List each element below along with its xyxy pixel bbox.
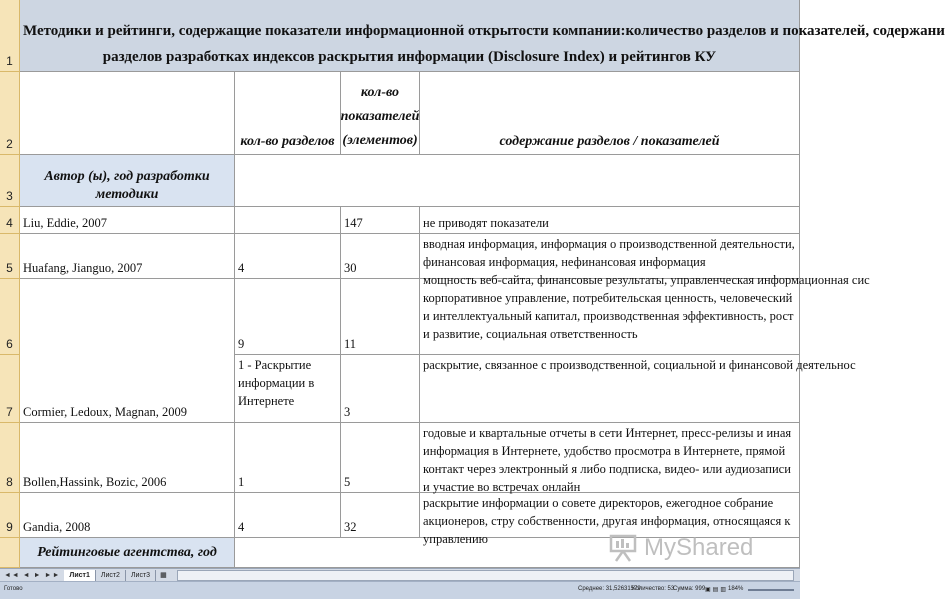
row7-sections[interactable]: [235, 355, 341, 423]
row9-author-text: Gandia, 2008: [23, 520, 91, 534]
myshared-watermark: [608, 534, 753, 562]
status-zoom[interactable]: 184%: [728, 586, 744, 592]
header-author[interactable]: [20, 155, 235, 207]
row7-author-text: Cormier, Ledoux, Magnan, 2009: [23, 405, 188, 419]
watermark-text: MyShared: [644, 534, 754, 561]
row6-indicators-text: 11: [344, 337, 357, 351]
row9-sections-text: 4: [238, 520, 245, 534]
row5-author[interactable]: [20, 234, 235, 279]
new-sheet-icon[interactable]: ▦: [160, 572, 167, 579]
sheet-tab-1[interactable]: Лист1: [64, 570, 95, 581]
row-header-9[interactable]: 9: [0, 493, 20, 538]
row6-sections-text: 9: [238, 337, 245, 351]
row4-content-text: не приводят показатели: [423, 216, 549, 230]
row4-indicators-text: 147: [344, 216, 363, 230]
row6-indicators[interactable]: [341, 279, 420, 355]
row9-content[interactable]: [420, 493, 800, 546]
row4-author[interactable]: [20, 207, 235, 234]
row5-indicators-text: 30: [344, 261, 357, 275]
rating-agencies-label: Рейтинговые агентства, год: [37, 544, 217, 560]
row6-content[interactable]: [420, 273, 870, 355]
row7-author[interactable]: [20, 355, 235, 423]
row7-content[interactable]: [420, 355, 856, 423]
row6-sections[interactable]: [235, 279, 341, 355]
header-content-label: содержание разделов / показателей: [499, 134, 720, 149]
row-header-3[interactable]: 3: [0, 155, 20, 207]
row8-indicators-text: 5: [344, 475, 351, 489]
status-average: Среднее: 31,52631579: [578, 586, 641, 592]
row7-indicators-text: 3: [344, 405, 351, 419]
row6-content-text: корпоративное управление, потребительская ценность, человеческий и интеллектуальный капитал, производственная эффективность, рост и развитие, социальная ответственность: [423, 291, 794, 341]
row-header-2[interactable]: 2: [0, 72, 20, 155]
row9-sections[interactable]: [235, 493, 341, 538]
row7-sections-text: 1 - Раскрытие информации в Интернете: [238, 358, 315, 408]
row8-author-text: Bollen,Hassink, Bozic, 2006: [23, 475, 167, 489]
row5-content-text: вводная информация, информация о производственной деятельности, финансовая информация, нефинансовая информация: [423, 237, 795, 269]
row8-sections[interactable]: [235, 423, 341, 493]
row4-author-text: Liu, Eddie, 2007: [23, 216, 108, 230]
row-header-10[interactable]: [0, 538, 20, 568]
row4-sections[interactable]: [235, 207, 341, 234]
header-indicators[interactable]: [341, 72, 420, 155]
horizontal-scrollbar[interactable]: [177, 570, 794, 581]
row9-content-text: раскрытие информации о совете директоров, ежегодное собрание акционеров, стру собственности, другая информация, относящаяся к управлению: [423, 496, 791, 546]
row5-sections-text: 4: [238, 261, 245, 275]
sheet-tab-3[interactable]: Лист3: [126, 570, 156, 581]
row7-content-text: раскрытие, связанное с производственной, социальной и финансовой деятельнос: [423, 358, 856, 372]
row5-sections[interactable]: [235, 234, 341, 279]
row-header-4[interactable]: 4: [0, 207, 20, 234]
table-title-line2: разделов разработках индексов раскрытия информации (Disclosure Index) и рейтингов КУ: [102, 49, 717, 65]
status-bar: [0, 581, 800, 599]
table-title-line1: Методики и рейтинги, содержащие показатели информационной открытости компании:количество разделов и показателей, содержани: [23, 23, 945, 39]
view-buttons[interactable]: ▣▤▥: [705, 587, 729, 593]
status-sum: Сумма: 999: [673, 586, 706, 592]
row8-content[interactable]: [420, 423, 800, 493]
row-header-1[interactable]: 1: [0, 0, 20, 72]
row4-indicators[interactable]: [341, 207, 420, 234]
row3-empty[interactable]: [235, 155, 800, 207]
header-sections[interactable]: [235, 72, 341, 155]
row6-content-top-text: мощность веб-сайта, финансовые результаты, управленческая информационная сис: [423, 273, 870, 287]
zoom-slider[interactable]: [748, 589, 794, 591]
row5-indicators[interactable]: [341, 234, 420, 279]
table-title[interactable]: [20, 0, 945, 72]
row9-indicators-text: 32: [344, 520, 357, 534]
header-empty-author[interactable]: [20, 72, 235, 155]
row-header-5[interactable]: 5: [0, 234, 20, 279]
row-header-7[interactable]: 7: [0, 355, 20, 423]
status-ready: Готово: [4, 586, 23, 592]
row8-content-text: годовые и квартальные отчеты в сети Интернет, пресс-релизы и иная информация в Интернете, удобство просмотра в Интернете, прямой контакт через электронный я либо подписка, видео- или аудиозаписи и участие во встречах онлайн: [423, 426, 792, 494]
row4-content[interactable]: [420, 207, 800, 234]
presentation-board-icon: [608, 534, 638, 562]
header-indicators-label: кол-во показателей (элементов): [340, 85, 420, 148]
header-sections-label: кол-во разделов: [240, 134, 335, 149]
row8-indicators[interactable]: [341, 423, 420, 493]
row9-indicators[interactable]: [341, 493, 420, 538]
sheet-tab-2[interactable]: Лист2: [96, 570, 126, 581]
row8-author[interactable]: [20, 423, 235, 493]
row7-indicators[interactable]: [341, 355, 420, 423]
header-author-label: Автор (ы), год разработки методики: [44, 169, 210, 202]
rating-agencies-header[interactable]: [20, 538, 235, 568]
row-header-8[interactable]: 8: [0, 423, 20, 493]
row8-sections-text: 1: [238, 475, 245, 489]
row9-author[interactable]: [20, 493, 235, 538]
sheet-tabs-bar: [0, 568, 800, 581]
row-header-6[interactable]: 6: [0, 279, 20, 355]
sheet-nav-arrows-icon[interactable]: ◄◄ ◄ ► ►►: [4, 571, 61, 579]
header-content[interactable]: [420, 72, 800, 155]
row6-author[interactable]: [20, 279, 235, 355]
row5-author-text: Huafang, Jianguo, 2007: [23, 261, 143, 275]
status-count: Количество: 53: [632, 586, 675, 592]
